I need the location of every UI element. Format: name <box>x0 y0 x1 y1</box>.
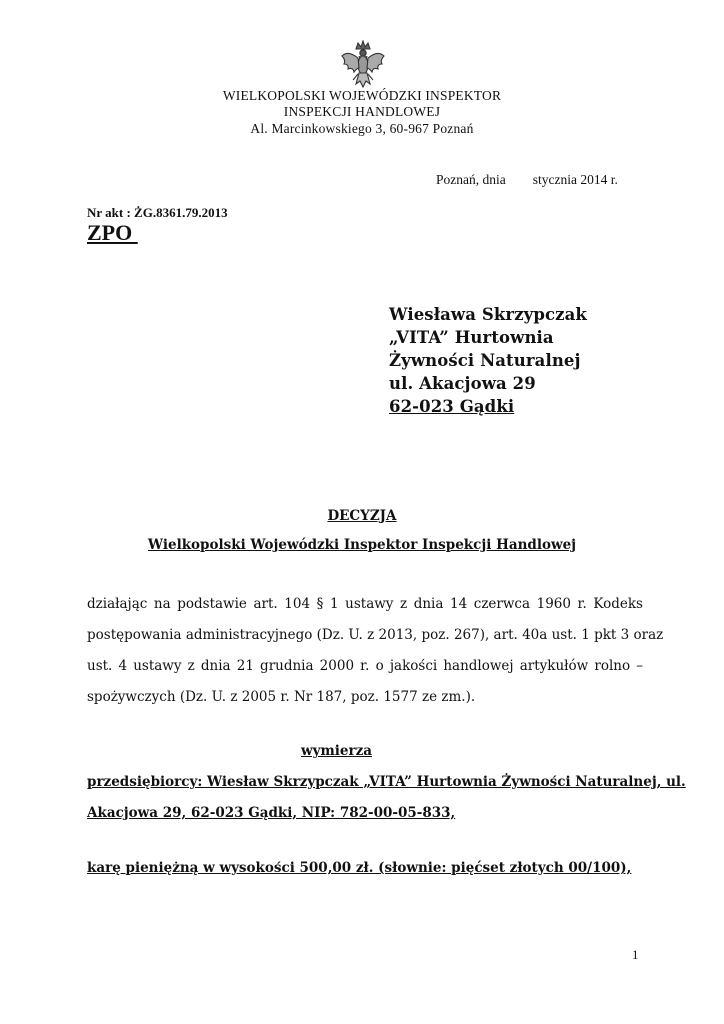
delivery-mark: ZPO <box>87 220 138 245</box>
addressee-name: Wiesława Skrzypczak <box>389 305 587 324</box>
polish-eagle-emblem-icon <box>340 40 386 92</box>
addressee-company-line-1: „VITA” Hurtownia <box>389 328 554 347</box>
issuer-name-line-1: WIELKOPOLSKI WOJEWÓDZKI INSPEKTOR <box>222 88 502 103</box>
legal-basis-line-4: spożywczych (Dz. U. z 2005 r. Nr 187, poz. 1577 ze zm.). <box>87 689 476 705</box>
penalty-heading: wymierza <box>301 743 372 759</box>
addressee-postal-city: 62-023 Gądki <box>389 397 515 416</box>
addressee-street: ul. Akacjowa 29 <box>389 374 536 393</box>
legal-basis-line-2: postępowania administracyjnego (Dz. U. z 2013, poz. 267), art. 40a ust. 1 pkt 3 oraz <box>87 627 664 643</box>
penalty-recipient-line-1: przedsiębiorcy: Wiesław Skrzypczak „VITA” Hurtownia Żywności Naturalnej, ul. <box>87 774 686 790</box>
document-date: Poznań, dnia stycznia 2014 r. <box>436 172 618 187</box>
decision-title: DECYZJA <box>327 508 397 524</box>
legal-basis-line-1: działając na podstawie art. 104 § 1 ustawy z dnia 14 czerwca 1960 r. Kodeks <box>87 596 643 612</box>
legal-basis-line-3: ust. 4 ustawy z dnia 21 grudnia 2000 r. o jakości handlowej artykułów rolno – <box>87 658 643 674</box>
issuer-name-line-2: INSPEKCJI HANDLOWEJ <box>283 104 441 119</box>
penalty-amount: karę pieniężną w wysokości 500,00 zł. (słownie: pięćset złotych 00/100), <box>87 860 632 876</box>
penalty-recipient-line-2: Akacjowa 29, 62-023 Gądki, NIP: 782-00-05-833, <box>87 805 456 821</box>
decision-issuer: Wielkopolski Wojewódzki Inspektor Inspekcji Handlowej <box>147 537 577 553</box>
addressee-company-line-2: Żywności Naturalnej <box>389 351 581 370</box>
case-number: Nr akt : ŻG.8361.79.2013 <box>87 205 228 220</box>
page-number: 1 <box>632 947 639 962</box>
issuer-address: Al. Marcinkowskiego 3, 60-967 Poznań <box>250 121 474 136</box>
